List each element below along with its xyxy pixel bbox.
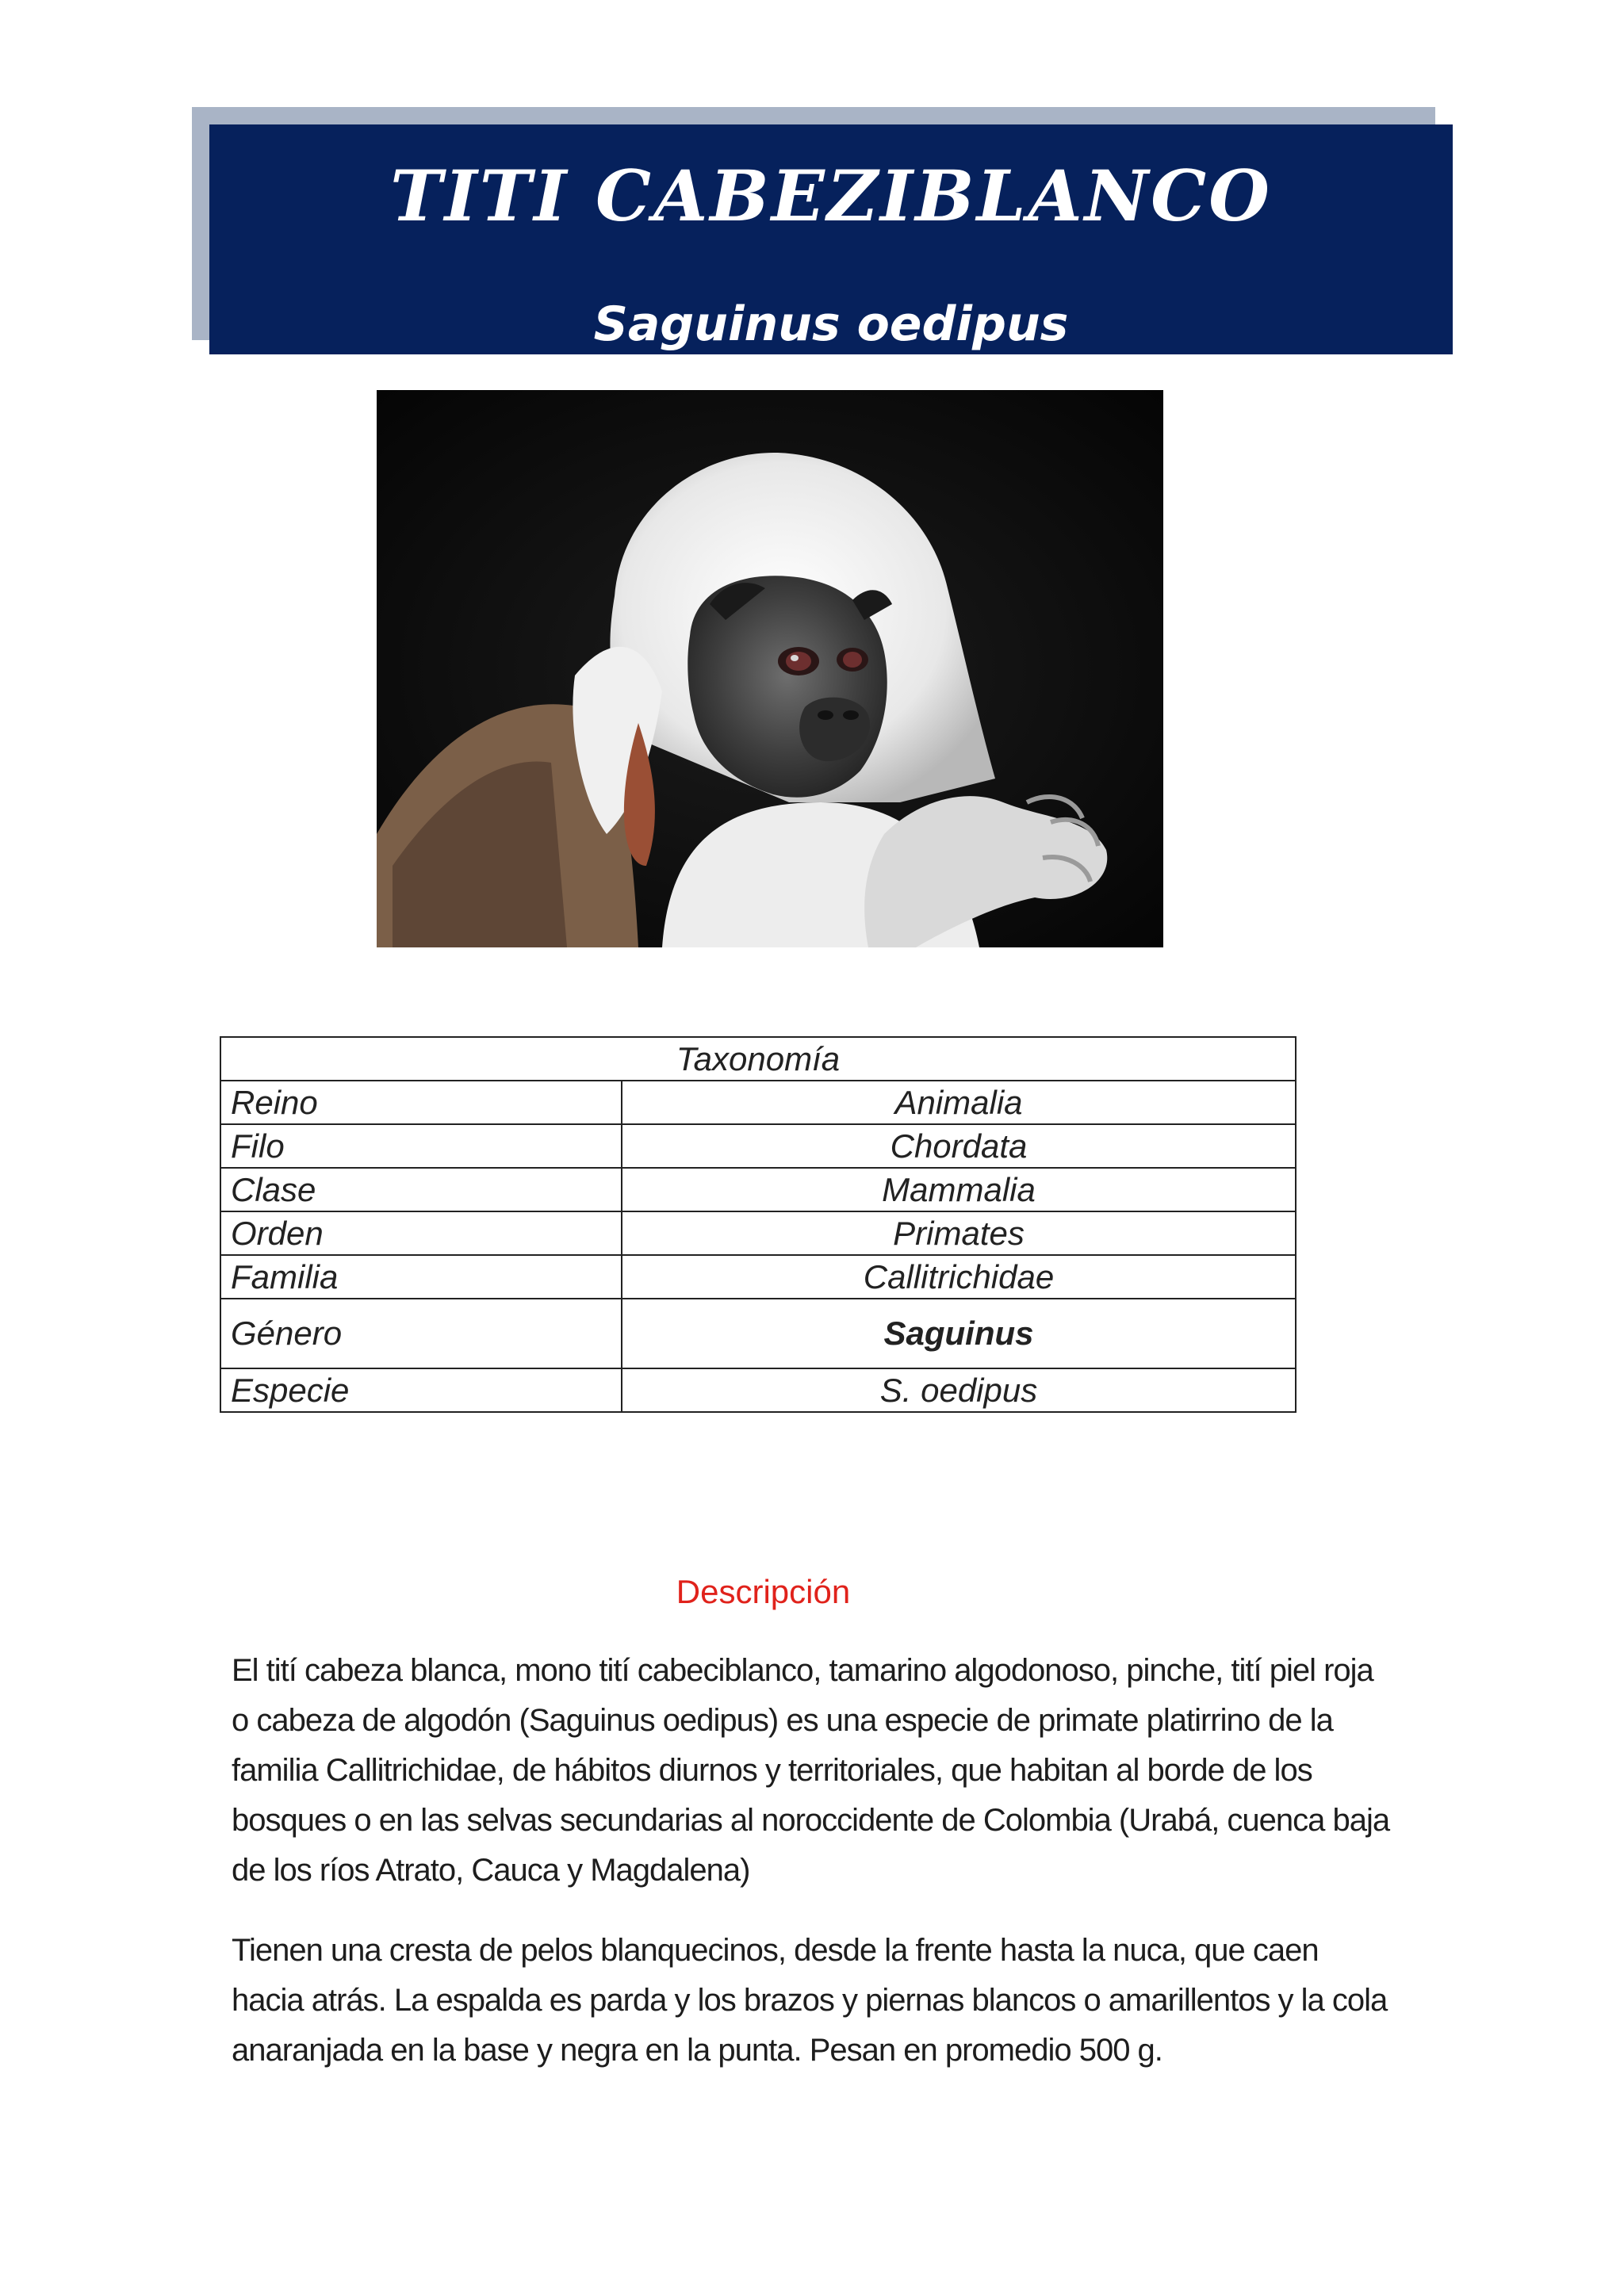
taxonomy-label: Género	[220, 1299, 622, 1368]
taxonomy-label: Clase	[220, 1168, 622, 1211]
taxonomy-value: Saguinus	[622, 1299, 1296, 1368]
taxonomy-label: Especie	[220, 1368, 622, 1412]
title-banner	[209, 124, 1453, 354]
taxonomy-row-especie	[220, 1368, 1296, 1412]
taxonomy-label: Orden	[220, 1211, 622, 1255]
taxonomy-value: S. oedipus	[622, 1368, 1296, 1412]
taxonomy-row-reino	[220, 1081, 1296, 1124]
taxonomy-row-clase	[220, 1168, 1296, 1211]
taxonomy-value: Chordata	[622, 1124, 1296, 1168]
taxonomy-row-familia	[220, 1255, 1296, 1299]
description-heading: Descripción	[676, 1573, 851, 1610]
scientific-name-subtitle: Saguinus oedipus	[593, 297, 1069, 352]
tamarin-photo	[377, 390, 1163, 947]
description-paragraph: Tienen una cresta de pelos blanquecinos, desde la frente hasta la nuca, que caen hacia atrás. La espalda es parda y los brazos y piernas blancos o amarillentos y la cola anaranjada en la base y negra en la punta. Pesan en promedio 500 g.	[232, 1933, 1388, 2068]
taxonomy-row-orden	[220, 1211, 1296, 1255]
taxonomy-label: Reino	[220, 1081, 622, 1124]
taxonomy-label: Filo	[220, 1124, 622, 1168]
taxonomy-row-filo	[220, 1124, 1296, 1168]
taxonomy-row-genero	[220, 1299, 1296, 1368]
page-title: TITI CABEZIBLANCO	[390, 155, 1272, 237]
taxonomy-value: Animalia	[622, 1081, 1296, 1124]
taxonomy-label: Familia	[220, 1255, 622, 1299]
description-paragraph: El tití cabeza blanca, mono tití cabeciblanco, tamarino algodonoso, pinche, tití piel roja o cabeza de algodón (Saguinus oedipus) es una especie de primate platirrino de la familia Callitrichidae, de hábitos diurnos y territoriales, que habitan al borde de los bosques o en las selvas secundarias al noroccidente de Colombia (Urabá, cuenca baja de los ríos Atrato, Cauca y Magdalena)	[232, 1653, 1390, 1888]
taxonomy-value: Callitrichidae	[622, 1255, 1296, 1299]
taxonomy-heading: Taxonomía	[220, 1037, 1296, 1081]
taxonomy-header-row	[220, 1037, 1296, 1081]
taxonomy-value: Mammalia	[622, 1168, 1296, 1211]
taxonomy-table	[220, 1036, 1297, 1413]
taxonomy-value: Primates	[622, 1211, 1296, 1255]
tamarin-illustration	[377, 390, 1163, 947]
